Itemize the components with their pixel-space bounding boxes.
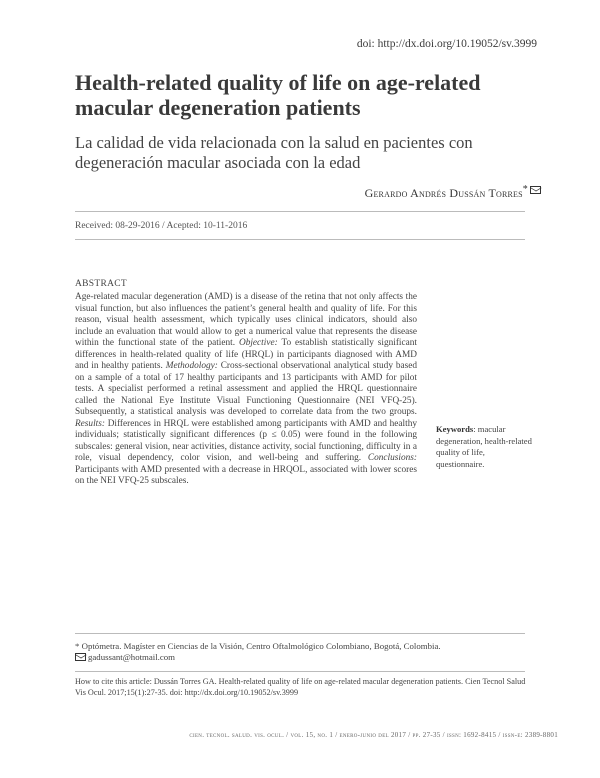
- conclusions-text: Participants with AMD presented with a decrease in HRQOL, associated with lower scores on the NEI VFQ-25 subscales.: [75, 464, 417, 486]
- author-marker: *: [522, 184, 528, 195]
- conclusions-label: Conclusions:: [367, 453, 417, 463]
- objective-label: Objective:: [238, 338, 278, 348]
- citation: How to cite this article: Dussán Torres GA. Health-related quality of life on age-related macular degeneration patients. Cien Tecnol Salud Vis Ocul. 2017;15(1):27-35. doi: http://dx.doi.org/10.19052/sv.3999: [75, 677, 526, 697]
- author-email[interactable]: [75, 652, 175, 662]
- results-label: Results:: [75, 418, 105, 429]
- email-text[interactable]: gadussant@hotmail.com: [88, 652, 176, 662]
- mail-icon: [75, 653, 86, 661]
- author-name: [365, 184, 528, 201]
- divider: [75, 239, 525, 240]
- keywords: [436, 424, 532, 470]
- mail-icon[interactable]: [530, 186, 541, 194]
- abstract-intro: Age-related macular degeneration (AMD) is a disease of the retina that not only affects the visual function, but also influences the patient’s general health and quality of life. For this reason, visual health assessment, which typically uses clinical indicators, should also include an evaluation that would allow to get a numerical value that represents the disease within the functional state of the patient.: [75, 292, 417, 348]
- divider: [75, 211, 525, 212]
- article-title: Health-related quality of life on age-related macular degeneration patients: [75, 70, 481, 120]
- article-subtitle: La calidad de vida relacionada con la salud en pacientes con degeneración macular asociada con la edad: [75, 133, 473, 172]
- received-accepted-dates: Received: 08-29-2016 / Acepted: 10-11-2016: [75, 221, 248, 231]
- divider: [75, 633, 525, 634]
- abstract-heading: ABSTRACT: [75, 279, 128, 289]
- keywords-label: Keywords: [436, 424, 474, 434]
- divider: [75, 671, 525, 672]
- abstract-body: [75, 292, 417, 488]
- journal-footer: cien. tecnol. salud. vis. ocul. / vol. 15, no. 1 / enero-junio del 2017 / pp. 27-35 / issn: 1692-8415 / issn-e: 2389-8801: [189, 731, 558, 739]
- methodology-text: Cross-sectional observational analytical study based on a sample of a total of 17 healthy participants and 13 participants with AMD for pilot tests. A specialist performed a retinal assessment and applied the HRQL questionnaire called the National Eye Institute Visual Functioning Questionnaire (NEI VFQ-25). Subsequently, a statistical analysis was developed to correlate data from the two groups.: [75, 361, 417, 417]
- objective-text: To establish statistically significant differences in health-related quality of life (HRQL) in participants diagnosed with AMD and in healthy patients.: [75, 338, 417, 371]
- keywords-text: : macular degeneration, health-related quality of life, questionnaire.: [436, 424, 532, 469]
- results-text: Differences in HRQL were established among participants with AMD and healthy individuals; statistically significant differences (p ≤ 0.05) were found in the following subscales: general vision, near activities, distance activity, social functioning, difficulty in a role, visual dependency, color vision, and well-being and suffering.: [75, 418, 417, 463]
- doi-link[interactable]: doi: http://dx.doi.org/10.19052/sv.3999: [356, 38, 537, 50]
- methodology-label: Methodology:: [165, 361, 218, 371]
- author-affiliation: * Optómetra. Magíster en Ciencias de la Visión, Centro Oftalmológico Colombiano, Bogotá, Colombia.: [75, 641, 441, 651]
- author-name-text: Gerardo Andrés Dussán Torres: [364, 186, 523, 200]
